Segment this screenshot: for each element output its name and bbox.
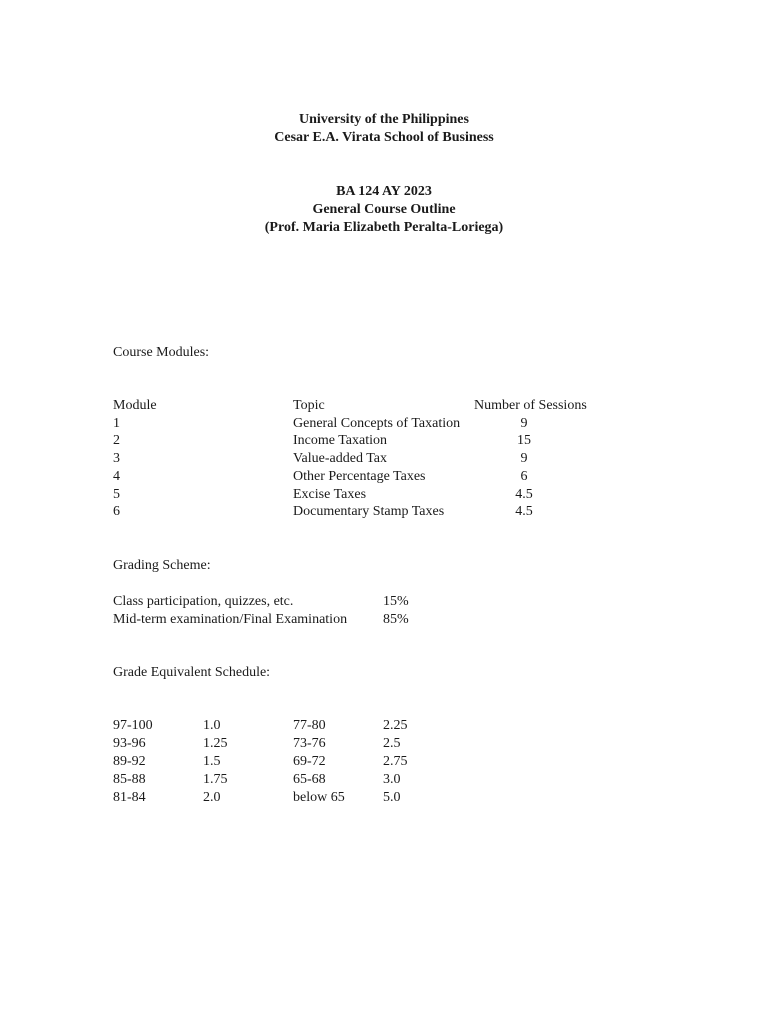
score-range: 69-72 [293, 754, 326, 769]
grade-value: 2.0 [203, 790, 221, 805]
module-number: 2 [113, 433, 120, 448]
course-code: BA 124 AY 2023 [336, 184, 432, 199]
grade-value: 2.25 [383, 718, 408, 733]
score-range: 73-76 [293, 736, 326, 751]
module-sessions: 9 [520, 451, 528, 466]
grading-weight: 15% [383, 594, 409, 609]
module-sessions: 9 [520, 416, 528, 431]
school-name: Cesar E.A. Virata School of Business [274, 130, 494, 145]
module-topic: Other Percentage Taxes [293, 469, 426, 484]
grade-value: 1.75 [203, 772, 228, 787]
score-range: 89-92 [113, 754, 146, 769]
score-range: 65-68 [293, 772, 326, 787]
module-sessions: 15 [517, 433, 531, 448]
module-number: 3 [113, 451, 120, 466]
module-number: 1 [113, 416, 120, 431]
grading-weight: 85% [383, 612, 409, 627]
module-sessions: 4.5 [515, 487, 533, 502]
grade-value: 1.5 [203, 754, 221, 769]
module-column-header: Module [113, 398, 157, 413]
professor-name: (Prof. Maria Elizabeth Peralta-Loriega) [264, 220, 504, 235]
score-range: 77-80 [293, 718, 326, 733]
score-range: 93-96 [113, 736, 146, 751]
grade-value: 2.5 [383, 736, 401, 751]
grading-item: Class participation, quizzes, etc. [113, 594, 294, 609]
grade-value: 1.0 [203, 718, 221, 733]
score-range: 97-100 [113, 718, 153, 733]
module-sessions: 6 [520, 469, 528, 484]
grade-value: 1.25 [203, 736, 228, 751]
module-sessions: 4.5 [515, 504, 533, 519]
grade-value: 2.75 [383, 754, 408, 769]
module-topic: Excise Taxes [293, 487, 367, 502]
grading-item: Mid-term examination/Final Examination [113, 612, 348, 627]
university-name: University of the Philippines [299, 112, 469, 127]
module-topic: Income Taxation [293, 433, 388, 448]
module-number: 6 [113, 504, 120, 519]
grading-scheme-label: Grading Scheme: [113, 558, 211, 573]
module-number: 5 [113, 487, 120, 502]
score-range: below 65 [293, 790, 345, 805]
module-topic: Documentary Stamp Taxes [293, 504, 445, 519]
grade-value: 3.0 [383, 772, 401, 787]
module-number: 4 [113, 469, 120, 484]
score-range: 85-88 [113, 772, 146, 787]
institution-header [0, 111, 768, 147]
outline-title: General Course Outline [312, 202, 456, 217]
score-range: 81-84 [113, 790, 146, 805]
topic-column-header: Topic [293, 398, 325, 413]
sessions-column-header: Number of Sessions [474, 398, 587, 413]
grade-equivalent-label: Grade Equivalent Schedule: [113, 665, 271, 680]
grade-value: 5.0 [383, 790, 401, 805]
module-topic: General Concepts of Taxation [293, 416, 461, 431]
course-header [0, 183, 768, 237]
module-topic: Value-added Tax [293, 451, 388, 466]
course-modules-label: Course Modules: [113, 345, 210, 360]
